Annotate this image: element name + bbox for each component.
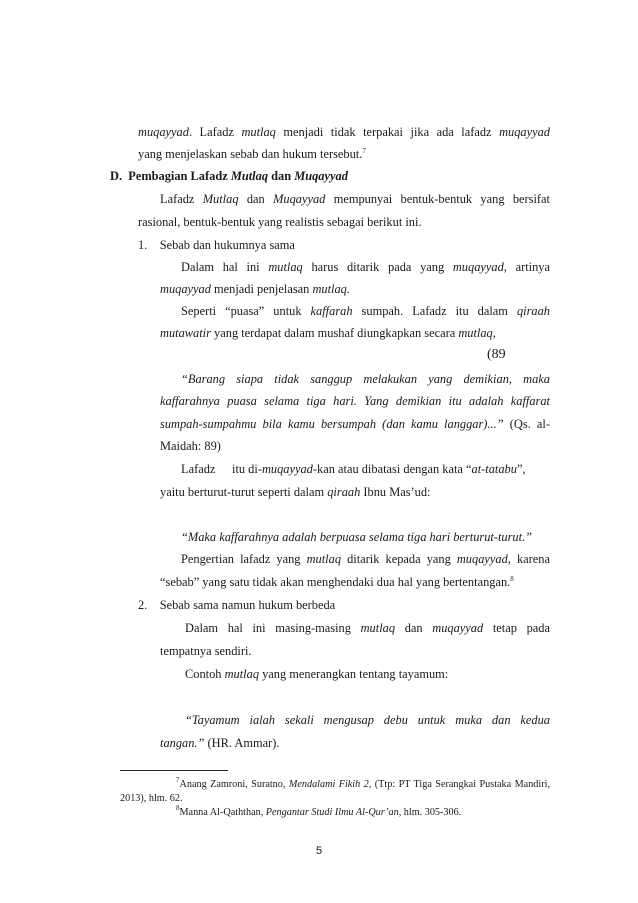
list-item-heading: 1. Sebab dan hukumnya sama (138, 238, 295, 252)
quote-line: tangan.” (HR. Ammar). (160, 736, 280, 750)
quote-line: kaffarahnya puasa selama tiga hari. Yang demikian itu adalah kaffarat (160, 394, 550, 408)
footnote-7-cont: 2013), hlm. 62. (120, 793, 183, 804)
section-heading: D. Pembagian Lafadz Mutlaq dan Muqayyad (110, 169, 348, 183)
paragraph-line: Pengertian lafadz yang mutlaq ditarik kepada yang muqayyad, karena (181, 552, 550, 566)
footnote-ref: 8 (510, 575, 514, 583)
paragraph-line: “sebab” yang satu tidak akan menghendaki dua hal yang bertentangan.$^8$ (160, 575, 514, 589)
footnote-7: $^7$Anang Zamroni, Suratno, Mendalami Fikih 2, (Ttp: PT Tiga Serangkai Pustaka Mandiri, (176, 776, 550, 790)
paragraph-line: yang menjelaskan sebab dan hukum tersebut.$^7$ (138, 147, 366, 161)
paragraph-line: Seperti “puasa” untuk kaffarah sumpah. Lafadz itu dalam qiraah (181, 304, 550, 318)
paragraph-line: rasional, bentuk-bentuk yang realistis sebagai berikut ini. (138, 215, 422, 229)
verse-reference: (89 (487, 347, 506, 362)
paragraph-line: muqayyad. Lafadz mutlaq menjadi tidak terpakai jika ada lafadz muqayyad (138, 125, 551, 139)
paragraph-line: tempatnya sendiri. (160, 644, 252, 658)
quote-line: sumpah-sumpahmu bila kamu bersumpah (dan kamu langgar)...” (Qs. al- (160, 417, 550, 431)
paragraph-line: itu di-muqayyad-kan atau dibatasi dengan kata “at-tatabu”, (232, 462, 526, 476)
footnote-8: $^8$Manna Al-Qaththan, Pengantar Studi Ilmu Al-Qur’an, hlm. 305-306. (176, 804, 462, 818)
footnote-divider (120, 770, 228, 771)
paragraph-line: muqayyad menjadi penjelasan mutlaq. (160, 282, 350, 296)
paragraph-line: Dalam hal ini masing-masing mutlaq dan muqayyad tetap pada (185, 621, 550, 635)
list-item-heading: 2. Sebab sama namun hukum berbeda (138, 598, 336, 612)
quote-line: “Barang siapa tidak sanggup melakukan yang demikian, maka (181, 372, 550, 386)
quote-line: Maidah: 89) (160, 439, 221, 453)
paragraph-line: Lafadz (181, 462, 216, 476)
footnote-ref: 7 (362, 147, 366, 155)
paragraph-line: mutawatir yang terdapat dalam mushaf diungkapkan secara mutlaq, (160, 326, 496, 340)
paragraph-line: Dalam hal ini mutlaq harus ditarik pada yang muqayyad, artinya (181, 260, 550, 274)
quote-line: “Tayamum ialah sekali mengusap debu untuk muka dan kedua (185, 713, 550, 727)
quote-line: “Maka kaffarahnya adalah berpuasa selama tiga hari berturut-turut.” (181, 530, 533, 544)
paragraph-line: Contoh mutlaq yang menerangkan tentang tayamum: (185, 667, 449, 681)
paragraph-line: Lafadz Mutlaq dan Muqayyad mempunyai bentuk-bentuk yang bersifat (160, 192, 550, 206)
page-number: 5 (315, 845, 323, 857)
paragraph-line: yaitu berturut-turut seperti dalam qiraah Ibnu Mas’ud: (160, 485, 431, 499)
